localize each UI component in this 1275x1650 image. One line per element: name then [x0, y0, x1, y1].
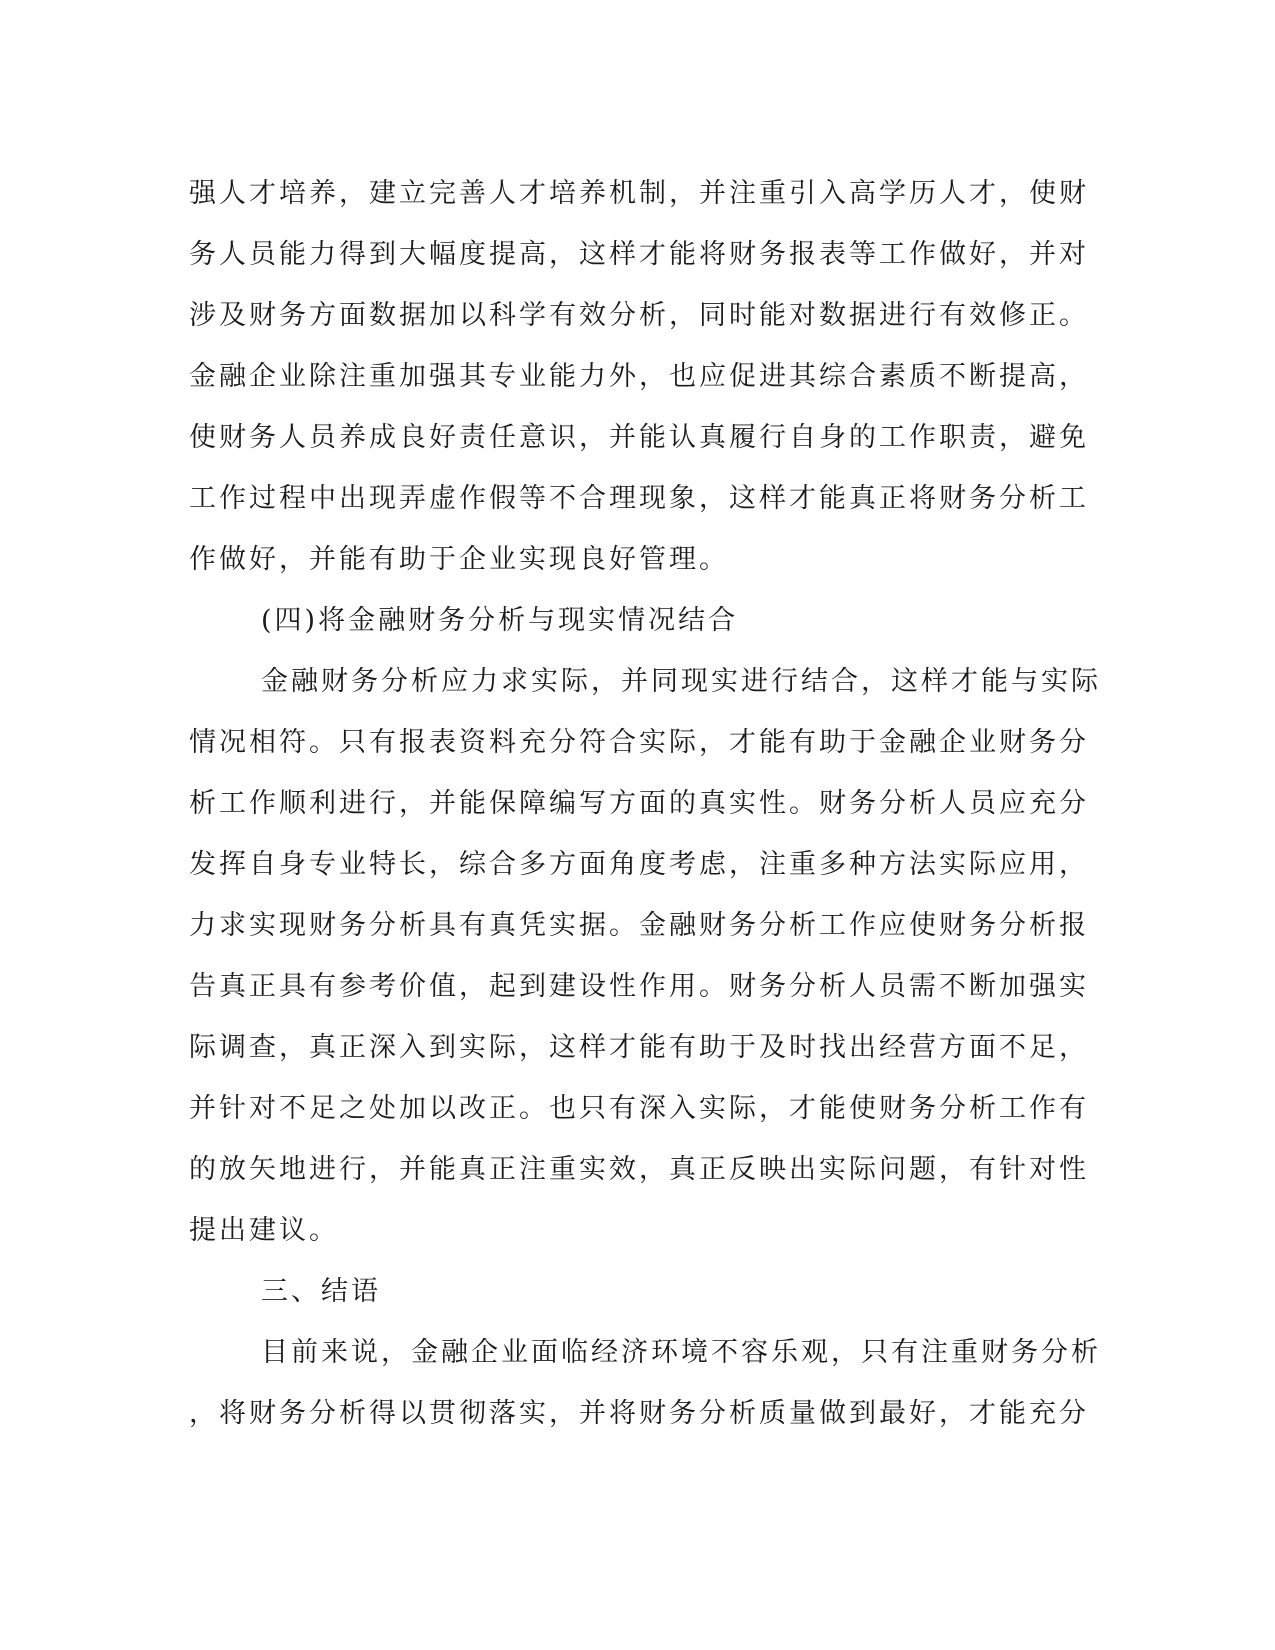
- paragraph-line: 的放矢地进行，并能真正注重实效，真正反映出实际问题，有针对性: [189, 1154, 1089, 1185]
- paragraph-line: 工作过程中出现弄虚作假等不合理现象，这样才能真正将财务分析工: [189, 483, 1089, 514]
- paragraph-line: 并针对不足之处加以改正。也只有深入实际，才能使财务分析工作有: [189, 1093, 1089, 1124]
- paragraph-line: 析工作顺利进行，并能保障编写方面的真实性。财务分析人员应充分: [189, 788, 1089, 819]
- paragraph-line: ，将财务分析得以贯彻落实，并将财务分析质量做到最好，才能充分: [189, 1398, 1089, 1429]
- body-text: [189, 163, 1101, 1444]
- section-heading-4: (四)将金融财务分析与现实情况结合: [261, 605, 739, 636]
- paragraph-line: 使财务人员养成良好责任意识，并能认真履行自身的工作职责，避免: [189, 422, 1089, 453]
- paragraph-line: 情况相符。只有报表资料充分符合实际，才能有助于金融企业财务分: [189, 727, 1089, 758]
- paragraph-line: 目前来说，金融企业面临经济环境不容乐观，只有注重财务分析: [261, 1337, 1101, 1368]
- section-heading-conclusion: 三、结语: [261, 1276, 381, 1307]
- paragraph-line: 提出建议。: [189, 1215, 339, 1246]
- paragraph-line: 金融财务分析应力求实际，并同现实进行结合，这样才能与实际: [261, 666, 1101, 697]
- paragraph-line: 金融企业除注重加强其专业能力外，也应促进其综合素质不断提高，: [189, 361, 1089, 392]
- paragraph-line: 务人员能力得到大幅度提高，这样才能将财务报表等工作做好，并对: [189, 239, 1089, 270]
- paragraph-line: 涉及财务方面数据加以科学有效分析，同时能对数据进行有效修正。: [189, 300, 1089, 331]
- paragraph-line: 力求实现财务分析具有真凭实据。金融财务分析工作应使财务分析报: [189, 910, 1089, 941]
- paragraph-line: 告真正具有参考价值，起到建设性作用。财务分析人员需不断加强实: [189, 971, 1089, 1002]
- paragraph-line: 作做好，并能有助于企业实现良好管理。: [189, 544, 729, 575]
- paragraph-line: 发挥自身专业特长，综合多方面角度考虑，注重多种方法实际应用，: [189, 849, 1089, 880]
- paragraph-line: 际调查，真正深入到实际，这样才能有助于及时找出经营方面不足，: [189, 1032, 1089, 1063]
- paragraph-line: 强人才培养，建立完善人才培养机制，并注重引入高学历人才，使财: [189, 178, 1089, 209]
